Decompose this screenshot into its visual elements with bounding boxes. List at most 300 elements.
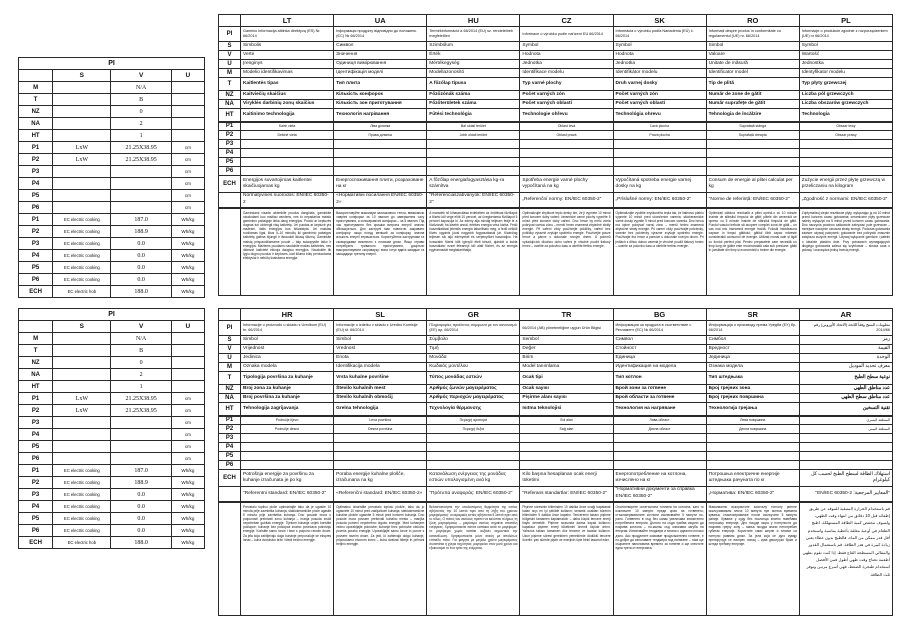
symbol-cell bbox=[53, 178, 111, 190]
top-SK-m-cell: Identifikátor modelu bbox=[613, 69, 706, 78]
top-SK-ref-cell: „Príslušné normy: EN/IEC 60350-2“ bbox=[613, 193, 706, 208]
bottom-SL-m-cell: Identifikacija modela bbox=[334, 363, 427, 372]
top-UA-ref-cell: «Нормативні посилання EN/IEC 60350-2» bbox=[334, 193, 427, 208]
bottom-BG-note-cell: Оползотворете остатъчната топлина на котлона, като го изключите 10 минути преди края на готвенето; стъклокерамичните котлони изключвайте 5 минути по-рано. Готвенето в съд без капак увеличава значително потребената енергия. Дъното на съда трябва изцяло да покрива котлона – по-малък съд означава загуба на енергия. Използвайте тенджери и тигани с идеално плоско дъно. Ако продуктите изискват продължително готвене, е по-добре да използвате тенджера под налягане – така ще съкратите наполовина времето за готвене и ще спестите една трета от енергията. bbox=[613, 502, 706, 616]
bottom-GR-p3-cell bbox=[427, 434, 520, 443]
bottom-SR-note-cell: Максимално искористите заосталу топлоту рингле искључивањем плоче 10 минута пре истека времена кувања; стаклокерамичке плоче искључите 5 минута раније. Кување у суду без поклопца знатно повећава потрошњу енергије. Дно посуде мора у потпуности да покрива грејну зону – мања посуда значи непотребан губитак енергије. Користите само шерпе и тигање са потпуно равним дном. За јела која се дуго кувају препоручује се експрес лонац – кува двоструко брже и штеди трећину енергије. bbox=[706, 502, 799, 616]
bottom-BG-na-cell: Брой области за готвене bbox=[613, 394, 706, 403]
top-PL-na-cell: Liczba obszarów grzewczych bbox=[799, 100, 892, 109]
bottom-TR-p4-cell bbox=[520, 443, 613, 452]
row-label-HT: HT bbox=[19, 381, 53, 393]
top-HU-ref-cell: "Referenciaszabványok: EN/IEC 60350-2" bbox=[427, 193, 520, 208]
table-row bbox=[19, 202, 205, 214]
top-PL-t-cell: Typ płyty grzewczej bbox=[799, 78, 892, 91]
top-HU-na-cell: Főzőterületek száma bbox=[427, 100, 520, 109]
bottom-AR-na-cell: عدد مناطق سطح الطهي bbox=[799, 394, 892, 403]
bottom-AR-nz-cell: عدد مناطق الطهي bbox=[799, 385, 892, 394]
top-RO-p3-cell bbox=[706, 140, 799, 149]
unit-cell: cm bbox=[171, 453, 204, 465]
table-row bbox=[19, 465, 205, 477]
top-RO-ech-cell: Consum de energie al plitei calculat per kg bbox=[706, 176, 799, 193]
bottom-AR-u-cell: الوحدة bbox=[799, 354, 892, 363]
bottom-HR-note-cell: Preostalu toplinu ploče optimizirajte tako da je ugasite 10 minuta prije završetka kuhanja; staklokeramičke ploče ugasite 5 minuta prije završetka kuhanja. Dno posude mora u potpunosti prekrivati zonu kuhanja – manja posuda znači nepotreban gubitak energije. Tijekom kuhanja uvijek koristite poklopce; kuhanje bez poklopca znatno povećava potrošnju energije. Koristite samo lonce i tave s potpuno ravnim dnom. Za jela koja zahtijevaju dugo kuhanje preporučuje se ekspres lonac – kuha dvostruko brže i štedi trećinu energije. bbox=[241, 502, 334, 616]
bottom-SL-pi-cell: Informacije o izdelku v skladu z Uredbo Komisije (EU) št. 66/2014 bbox=[334, 321, 427, 336]
symbol-cell bbox=[53, 166, 111, 178]
row-label-P2: P2 bbox=[19, 226, 53, 238]
top-LT-t-cell: Kaitlentės tipas bbox=[241, 78, 334, 91]
top-UA-p3-cell bbox=[334, 140, 427, 149]
unit-cell bbox=[171, 357, 204, 369]
top-SK-p5-cell bbox=[613, 158, 706, 167]
symbol-cell: EC electric cooking bbox=[53, 214, 111, 226]
bottom-SR-pi-cell: Информација о производу према Уредби (ЕУ) бр. 66/2014 bbox=[706, 321, 799, 336]
row-label-NA: NA bbox=[19, 369, 53, 381]
value-cell: 188.0 bbox=[111, 537, 171, 549]
value-cell: 21.25X38.95 bbox=[111, 154, 171, 166]
symbol-cell: EC electric cooking bbox=[53, 489, 111, 501]
bottom-TR-ech-cell: Kilo başına hesaplanan ocak enerji tüketimi bbox=[520, 470, 613, 487]
row-label-ECH: ECH bbox=[19, 286, 53, 298]
unit-cell: Wh/kg bbox=[171, 513, 204, 525]
top-HU-m-cell: Modellazonosító bbox=[427, 69, 520, 78]
bottom-SR-na-cell: Број грејних површина bbox=[706, 394, 799, 403]
table-row bbox=[219, 345, 893, 354]
top-PL-s-cell: Symbol bbox=[799, 42, 892, 51]
bottom-SL-p1-cell: Leva površina bbox=[334, 416, 427, 425]
table-row bbox=[19, 250, 205, 262]
value-cell: 21.25X38.95 bbox=[111, 142, 171, 154]
pi-values-table-2 bbox=[18, 308, 205, 549]
table-row bbox=[219, 208, 893, 296]
row-label-P1: P1 bbox=[19, 465, 53, 477]
bottom-TR-ref-cell: "Referans standartlar: EN/IEC 60350-2" bbox=[520, 487, 613, 502]
symbol-cell bbox=[53, 130, 111, 142]
bottom-TR-ht-cell: Isıtma teknolojisi bbox=[520, 403, 613, 416]
unit-cell: Wh/kg bbox=[171, 262, 204, 274]
value-cell bbox=[111, 429, 171, 441]
table-row bbox=[19, 333, 205, 345]
bottom-GR-ht-cell: Τεχνολογία θέρμανσης bbox=[427, 403, 520, 416]
bottom-BG-ht-cell: Технология на нагряване bbox=[613, 403, 706, 416]
value-cell bbox=[111, 190, 171, 202]
table-row bbox=[19, 393, 205, 405]
symbol-cell: EC electric cooking bbox=[53, 513, 111, 525]
bottom-AR-s-cell: رمز bbox=[799, 336, 892, 345]
value-cell: 0.0 bbox=[111, 262, 171, 274]
bottom-TR-t-cell: Ocak tipi bbox=[520, 372, 613, 385]
row-label-M: M bbox=[19, 82, 53, 94]
symbol-cell: EC electric cooking bbox=[53, 262, 111, 274]
language-fiche-table-bottom bbox=[218, 308, 893, 616]
bottom-BG-p4-cell bbox=[613, 443, 706, 452]
table-row bbox=[219, 403, 893, 416]
pi-values-table-1 bbox=[18, 57, 205, 298]
row-label-P4: P4 bbox=[19, 429, 53, 441]
top-PL-ref-cell: „Zgodność z normami: EN/IEC 60350-2“ bbox=[799, 193, 892, 208]
row-label-NZ: NZ bbox=[19, 106, 53, 118]
product-values-table-bottom bbox=[18, 308, 205, 549]
bottom-row-label-HT: HT bbox=[219, 403, 241, 416]
top-HU-p6-cell bbox=[427, 167, 520, 176]
bottom-TR-p3-cell bbox=[520, 434, 613, 443]
bottom-BG-v-cell: Стойност bbox=[613, 345, 706, 354]
row-label-P3: P3 bbox=[19, 489, 53, 501]
bottom-SR-s-cell: Симбол bbox=[706, 336, 799, 345]
table-row bbox=[19, 345, 205, 357]
unit-cell: Wh/kg bbox=[171, 465, 204, 477]
bottom-BG-p3-cell bbox=[613, 434, 706, 443]
bottom-row-label-NA: NA bbox=[219, 394, 241, 403]
top-PL-pi-cell: Informacje o produkcie zgodnie z rozporządzeniem (UE) nr 66/2014 bbox=[799, 27, 892, 42]
table-row bbox=[19, 537, 205, 549]
top-PL-p1-cell: Obszar lewy bbox=[799, 122, 892, 131]
row-label-P4: P4 bbox=[19, 250, 53, 262]
top-LT-ech-cell: Energijos suvartojimas kaitlentei skaičiuojamas kg bbox=[241, 176, 334, 193]
bottom-AR-p1-cell: المنطقة اليسرى bbox=[799, 416, 892, 425]
table-row bbox=[219, 42, 893, 51]
row-label-P5: P5 bbox=[19, 190, 53, 202]
top-LT-na-cell: Viryklės darbinių zonų skaičius bbox=[241, 100, 334, 109]
bottom-AR-t-cell: نوعية سطح الطبخ bbox=[799, 372, 892, 385]
top-PL-p4-cell bbox=[799, 149, 892, 158]
value-cell: 188.9 bbox=[111, 477, 171, 489]
bottom-HR-ref-cell: "Referentni standard: EN/IEC 60350-2" bbox=[241, 487, 334, 502]
table-row bbox=[219, 363, 893, 372]
symbol-cell: EC electric cooking bbox=[53, 525, 111, 537]
col-header-S: S bbox=[53, 70, 111, 82]
top-PL-u-cell: Jednostka bbox=[799, 60, 892, 69]
language-fiche-table-top bbox=[218, 14, 893, 296]
top-HU-v-cell: Érték bbox=[427, 51, 520, 60]
top-UA-v-cell: Значення bbox=[334, 51, 427, 60]
top-UA-u-cell: Одиниця вимірювання bbox=[334, 60, 427, 69]
unit-cell bbox=[171, 381, 204, 393]
row-label-NA: NA bbox=[19, 118, 53, 130]
bottom-GR-p1-cell: Περιοχή αριστερά bbox=[427, 416, 520, 425]
row-label-P6: P6 bbox=[19, 202, 53, 214]
bottom-row-label-P3: P3 bbox=[219, 434, 241, 443]
top-row-label-NZ: NZ bbox=[219, 91, 241, 100]
top-RO-u-cell: Unitate de măsură bbox=[706, 60, 799, 69]
symbol-cell: EC electric hob bbox=[53, 537, 111, 549]
bottom-SR-ref-cell: „Норматива: EN/IEC 60350-2“ bbox=[706, 487, 799, 502]
symbol-cell: LxW bbox=[53, 154, 111, 166]
row-label-T: T bbox=[19, 94, 53, 106]
top-PL-note-cell: Zoptymalizuj ciepło resztkowe płyty, wyłączając ją na 10 minut przed końcem czasu gotowania; ceramiczne płyty grzewcze należy wyłączyć na 5 minut przed końcem czasu gotowania. Dno naczynia powinno całkowicie zakrywać pole grzewcze – mniejsze naczynie oznacza stratę energii. Podczas gotowania zawsze używaj pokrywek; gotowanie bez pokrywki znacznie zwiększa zużycie energii. Używaj wyłącznie garnków i patelni o idealnie płaskim dnie. Przy potrawach wymagających długiego gotowania zaleca się szybkowar – skraca czas o połowę i oszczędza jedną trzecią energii. bbox=[799, 208, 892, 296]
symbol-cell bbox=[53, 345, 111, 357]
bottom-SR-p5-cell bbox=[706, 452, 799, 461]
symbol-cell: EC electric cooking bbox=[53, 274, 111, 286]
unit-cell: Wh/kg bbox=[171, 489, 204, 501]
bottom-HR-p2-cell: Područje desno bbox=[241, 425, 334, 434]
top-HU-p4-cell bbox=[427, 149, 520, 158]
unit-cell: Wh/kg bbox=[171, 525, 204, 537]
unit-cell bbox=[171, 82, 204, 94]
top-UA-p1-cell: Ліва ділянка bbox=[334, 122, 427, 131]
table-row bbox=[19, 357, 205, 369]
bottom-SL-v-cell: Vrednost bbox=[334, 345, 427, 354]
bottom-BG-p2-cell: Дясна област bbox=[613, 425, 706, 434]
value-cell: 0.0 bbox=[111, 238, 171, 250]
top-SK-v-cell: Hodnota bbox=[613, 51, 706, 60]
value-cell: 0.0 bbox=[111, 250, 171, 262]
unit-cell: cm bbox=[171, 142, 204, 154]
table-row bbox=[19, 525, 205, 537]
table-row bbox=[219, 443, 893, 452]
top-RO-p5-cell bbox=[706, 158, 799, 167]
bottom-SL-p6-cell bbox=[334, 461, 427, 470]
unit-cell: cm bbox=[171, 429, 204, 441]
table-row bbox=[19, 166, 205, 178]
symbol-cell bbox=[53, 417, 111, 429]
top-CZ-m-cell: Identifikace modelu bbox=[520, 69, 613, 78]
unit-cell: cm bbox=[171, 417, 204, 429]
bottom-row-label-P6: P6 bbox=[219, 461, 241, 470]
symbol-cell bbox=[53, 82, 111, 94]
table-row bbox=[219, 502, 893, 616]
symbol-cell bbox=[53, 357, 111, 369]
top-UA-p2-cell: Права ділянка bbox=[334, 131, 427, 140]
table-row bbox=[19, 154, 205, 166]
bottom-AR-note-cell: قم باستخدام الحرارة المتبقية للموقد عن طريق إطفائه قبل 10 دقائق من انتهاء وقت الطهي، ولسوف تنخفض كمية الطاقة المستهلكة. اطبخ الطعام في أوعية مغلقة بأغطية مناسبة واستخدم أقل قدر ممكن من الماء، فالطبخ بدون غطاء يعني زيادة كبيرة في هدر الطاقة. قم باستعمال القدور والمقالي المسطحة القاع فقط. إذا كنت تقوم بطهي أطعمة تحتاج وقت طهي أطول فمن الأفضل استخدام طنجرة الضغط، فهي أسرع مرتين وتوفر ثلث الطاقة. bbox=[799, 502, 892, 616]
top-CZ-nz-cell: Počet varných zón bbox=[520, 91, 613, 100]
top-CZ-p2-cell: Oblast pravá bbox=[520, 131, 613, 140]
table-row bbox=[19, 381, 205, 393]
bottom-TR-pi-cell: 66/2014 (AB) yönetmeliğine uygun Ürün Bilgisi bbox=[520, 321, 613, 336]
bottom-HR-ht-cell: Tehnologija zagrijavanja bbox=[241, 403, 334, 416]
top-UA-t-cell: Тип плита bbox=[334, 78, 427, 91]
pi-table-title: PI bbox=[19, 309, 205, 321]
top-row-label-V: V bbox=[219, 51, 241, 60]
top-RO-ref-cell: "Norme de referință: EN/IEC 60350-2" bbox=[706, 193, 799, 208]
bottom-AR-p4-cell bbox=[799, 443, 892, 452]
bottom-row-label-NZ: NZ bbox=[219, 385, 241, 394]
symbol-cell: LxW bbox=[53, 405, 111, 417]
top-lang-header-UA: UA bbox=[334, 15, 427, 27]
col-header-U: U bbox=[171, 321, 204, 333]
pi-table-title: PI bbox=[19, 58, 205, 70]
symbol-cell: LxW bbox=[53, 142, 111, 154]
table-row bbox=[19, 441, 205, 453]
unit-cell bbox=[171, 130, 204, 142]
bottom-SL-p3-cell bbox=[334, 434, 427, 443]
table-row bbox=[219, 336, 893, 345]
col-header-S: S bbox=[53, 321, 111, 333]
value-cell bbox=[111, 441, 171, 453]
top-lang-header-PL: PL bbox=[799, 15, 892, 27]
bottom-GR-t-cell: Τύπος μονάδας εστιών bbox=[427, 372, 520, 385]
bottom-AR-v-cell: القيمة bbox=[799, 345, 892, 354]
top-LT-p6-cell bbox=[241, 167, 334, 176]
bottom-TR-p1-cell: Sol alan bbox=[520, 416, 613, 425]
row-label-P3: P3 bbox=[19, 166, 53, 178]
value-cell: 1 bbox=[111, 381, 171, 393]
top-LT-m-cell: Modelio identifikavimas bbox=[241, 69, 334, 78]
top-RO-m-cell: Identificator model bbox=[706, 69, 799, 78]
value-cell: B bbox=[111, 345, 171, 357]
bottom-GR-v-cell: Τιμή bbox=[427, 345, 520, 354]
row-label-HT: HT bbox=[19, 130, 53, 142]
symbol-cell: EC electric hob bbox=[53, 286, 111, 298]
unit-cell bbox=[171, 369, 204, 381]
top-CZ-u-cell: Jednotka bbox=[520, 60, 613, 69]
table-row bbox=[19, 106, 205, 118]
top-RO-na-cell: Număr suprafețe de gătit bbox=[706, 100, 799, 109]
bottom-HR-m-cell: Oznaka modela bbox=[241, 363, 334, 372]
top-RO-nz-cell: Număr de zone de gătit bbox=[706, 91, 799, 100]
bottom-SR-p4-cell bbox=[706, 443, 799, 452]
bottom-AR-ht-cell: تقنية التسخين bbox=[799, 403, 892, 416]
top-lang-header-LT: LT bbox=[241, 15, 334, 27]
row-label-P2: P2 bbox=[19, 477, 53, 489]
bottom-SR-ech-cell: Потрошња електричне енергије штедњака рачуната по кг bbox=[706, 470, 799, 487]
symbol-cell: EC electric cooking bbox=[53, 465, 111, 477]
unit-cell: cm bbox=[171, 154, 204, 166]
bottom-TR-v-cell: Değer bbox=[520, 345, 613, 354]
bottom-HR-v-cell: Vrijednost bbox=[241, 345, 334, 354]
table-row bbox=[219, 354, 893, 363]
symbol-cell bbox=[53, 118, 111, 130]
table-row bbox=[219, 91, 893, 100]
symbol-cell bbox=[53, 190, 111, 202]
table-row bbox=[19, 429, 205, 441]
bottom-BG-t-cell: Тип котлон bbox=[613, 372, 706, 385]
top-SK-pi-cell: Informácia o výrobku podľa Nariadenia (EÚ) č. 66/2014 bbox=[613, 27, 706, 42]
table-row bbox=[19, 118, 205, 130]
top-row-label-ECH: ECH bbox=[219, 176, 241, 193]
top-CZ-ech-cell: Spotřeba energie varné plochy vypočítaná na kg bbox=[520, 176, 613, 193]
table-row bbox=[219, 167, 893, 176]
bottom-HR-p6-cell bbox=[241, 461, 334, 470]
top-UA-note-cell: Використовуйте максимум залишкового тепла, вимикаючи чавунні конфорки за 10 хвилин до завершення часу приготування, а склокерамічні конфорки – за 5 хвилин. Під час приготування без кришки витрата енергії значно збільшується. Дно каструлі має повністю закривати конфорку: якщо посуд менший за конфорку, значна кількість енергії втрачається. Користуйтеся каструлями та сковорідками виключно з пласким дном. Якщо страви потребують тривалого приготування, доцільно використовувати скороварку: вона готує вдвічі швидше та заощаджує третину енергії. bbox=[334, 208, 427, 296]
value-cell: N/A bbox=[111, 333, 171, 345]
bottom-SL-ref-cell: «Referenčni standard: EN/IEC 60350-2» bbox=[334, 487, 427, 502]
row-label-P3: P3 bbox=[19, 417, 53, 429]
top-row-label-PI: PI bbox=[219, 27, 241, 42]
col-header-U: U bbox=[171, 70, 204, 82]
top-lang-header-HU: HU bbox=[427, 15, 520, 27]
bottom-GR-note-cell: Βελτιστοποιήστε την υπολειπόμενη θερμότητα της εστίας σβήνοντάς την 10 λεπτά πριν από τη λήξη του χρόνου μαγειρέματος· οι κεραμικές εστίες σβήνονται 5 λεπτά πριν από το τέλος. Ο πάτος του σκεύους πρέπει να καλύπτει πλήρως τη ζώνη μαγειρέματος – μικρότερο σκεύος σημαίνει σπατάλη ενέργειας. Χρησιμοποιείτε πάντα καπάκια κατά το μαγείρεμα· το μαγείρεμα χωρίς καπάκι αυξάνει σημαντικά την κατανάλωση. Χρησιμοποιείτε μόνο σκεύη με απολύτως επίπεδο πάτο. Για φαγητά με μεγάλο χρόνο μαγειρέματος συνιστάται η χύτρα ταχύτητας: μαγειρεύει στον μισό χρόνο και εξοικονομεί το ένα τρίτο της ενέργειας. bbox=[427, 502, 520, 616]
unit-cell: Wh/kg bbox=[171, 274, 204, 286]
bottom-BG-ech-cell: Енергопотребление на котлона, изчислено на кг bbox=[613, 470, 706, 487]
bottom-HR-s-cell: Simbol bbox=[241, 336, 334, 345]
bottom-SR-nz-cell: Број грејних зона bbox=[706, 385, 799, 394]
row-label-P6: P6 bbox=[19, 274, 53, 286]
table-row bbox=[19, 417, 205, 429]
bottom-SR-u-cell: Јединица bbox=[706, 354, 799, 363]
bottom-row-label-note bbox=[219, 502, 241, 616]
bottom-BG-p1-cell: Лява област bbox=[613, 416, 706, 425]
row-label-P1: P1 bbox=[19, 214, 53, 226]
top-CZ-p3-cell bbox=[520, 140, 613, 149]
top-PL-p3-cell bbox=[799, 140, 892, 149]
top-row-label-M: M bbox=[219, 69, 241, 78]
top-HU-ech-cell: A főzőlap energiafogyasztása kg-ra számítva bbox=[427, 176, 520, 193]
table-row bbox=[19, 489, 205, 501]
value-cell: 0 bbox=[111, 106, 171, 118]
symbol-cell: EC electric cooking bbox=[53, 226, 111, 238]
bottom-HR-u-cell: Jedinica bbox=[241, 354, 334, 363]
top-HU-s-cell: Szimbólum bbox=[427, 42, 520, 51]
top-CZ-pi-cell: Informace o výrobku podle nařízení EU 66/2014 bbox=[520, 27, 613, 42]
table-row bbox=[219, 158, 893, 167]
value-cell: 0 bbox=[111, 357, 171, 369]
row-label-P5: P5 bbox=[19, 513, 53, 525]
table-row bbox=[219, 470, 893, 487]
bottom-BG-u-cell: Единица bbox=[613, 354, 706, 363]
top-UA-p4-cell bbox=[334, 149, 427, 158]
table-row bbox=[219, 385, 893, 394]
table-row bbox=[219, 51, 893, 60]
top-RO-p4-cell bbox=[706, 149, 799, 158]
unit-cell: Wh/kg bbox=[171, 250, 204, 262]
top-PL-ht-cell: Technologia bbox=[799, 109, 892, 122]
top-HU-p1-cell: Bal oldali terület bbox=[427, 122, 520, 131]
top-UA-ht-cell: Технологія нагрівання bbox=[334, 109, 427, 122]
unit-cell: cm bbox=[171, 393, 204, 405]
bottom-HR-p3-cell bbox=[241, 434, 334, 443]
top-HU-ht-cell: Fűtési technológia bbox=[427, 109, 520, 122]
bottom-lang-header-GR: GR bbox=[427, 309, 520, 321]
row-label-P2: P2 bbox=[19, 154, 53, 166]
symbol-cell bbox=[53, 453, 111, 465]
top-UA-m-cell: Ідентифікація моделі bbox=[334, 69, 427, 78]
table-row bbox=[219, 149, 893, 158]
table-row bbox=[19, 453, 205, 465]
top-PL-v-cell: Wartość bbox=[799, 51, 892, 60]
table-row bbox=[219, 434, 893, 443]
bottom-TR-s-cell: Sembol bbox=[520, 336, 613, 345]
value-cell: 188.9 bbox=[111, 226, 171, 238]
top-UA-p6-cell bbox=[334, 167, 427, 176]
top-SK-p2-cell: Pravá plocha bbox=[613, 131, 706, 140]
unit-cell: cm bbox=[171, 190, 204, 202]
top-PL-m-cell: Identyfikator modelu bbox=[799, 69, 892, 78]
bottom-SL-na-cell: Število kuhalnih območij bbox=[334, 394, 427, 403]
top-LT-p3-cell bbox=[241, 140, 334, 149]
top-UA-s-cell: Символ bbox=[334, 42, 427, 51]
top-HU-p2-cell: Jobb oldali terület bbox=[427, 131, 520, 140]
bottom-row-label-P2: P2 bbox=[219, 425, 241, 434]
bottom-AR-p5-cell bbox=[799, 452, 892, 461]
bottom-row-label-M: M bbox=[219, 363, 241, 372]
table-row bbox=[219, 487, 893, 502]
table-row bbox=[219, 140, 893, 149]
top-LT-s-cell: Simbolis bbox=[241, 42, 334, 51]
col-header-V: V bbox=[111, 321, 171, 333]
bottom-row-label-S: S bbox=[219, 336, 241, 345]
bottom-GR-s-cell: Σύμβολο bbox=[427, 336, 520, 345]
top-row-label-T: T bbox=[219, 78, 241, 91]
top-CZ-ref-cell: „Referenční normy: EN/IEC 60350-2“ bbox=[520, 193, 613, 208]
bottom-row-label-U: U bbox=[219, 354, 241, 363]
symbol-cell bbox=[53, 202, 111, 214]
top-RO-t-cell: Tip de plită bbox=[706, 78, 799, 91]
table-row bbox=[219, 60, 893, 69]
value-cell bbox=[111, 202, 171, 214]
top-SK-note-cell: Optimalizujte využitie zvyškového tepla tak, že liatinovú platňu vypnete 10 minút pred ukončením varenia; sklokeramické varné dosky vypnite 5 minút pred koncom varenia. Dno hrnca má úplne pokrývať varnú zónu – menší hrniec znamená zbytočné straty energie. Pri varení vždy používajte pokrievky, varenie bez pokrievky výrazne zvyšuje spotrebu energie. Používajte iba hrnce a panvice s dokonale rovným dnom. Pri jedlách s dlhou dobou varenia je vhodné použiť tlakový hrniec – uvaríte za polovicu času a ušetríte tretinu energie. bbox=[613, 208, 706, 296]
top-corner-cell bbox=[219, 15, 241, 27]
bottom-AR-p3-cell bbox=[799, 434, 892, 443]
top-CZ-p5-cell bbox=[520, 158, 613, 167]
top-PL-p5-cell bbox=[799, 158, 892, 167]
bottom-SR-p1-cell: Лева површина bbox=[706, 416, 799, 425]
top-LT-p5-cell bbox=[241, 158, 334, 167]
unit-cell bbox=[171, 345, 204, 357]
top-row-label-ref bbox=[219, 193, 241, 208]
bottom-row-label-ECH: ECH bbox=[219, 470, 241, 487]
top-SK-p6-cell bbox=[613, 167, 706, 176]
